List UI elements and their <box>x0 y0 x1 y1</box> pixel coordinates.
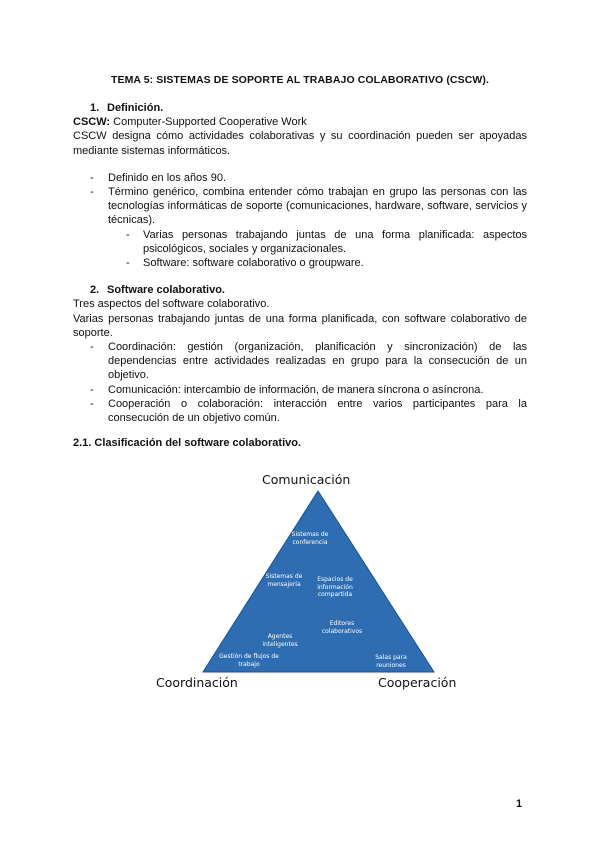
item-salas-reuniones: Salas para reuniones <box>375 654 407 669</box>
item-espacios-informacion: Espacios de información compartida <box>317 576 353 598</box>
cscw-acronym-line <box>73 115 527 129</box>
section-1-title: Definición. <box>107 102 164 114</box>
label-comunicacion: Comunicación <box>262 472 351 487</box>
bullet-text: Término genérico, combina entender cómo trabajan en grupo las personas con las tecnologías informáticas de soporte (comunicaciones, hardware, software, servicios y técnicas). <box>108 186 527 227</box>
section-2-title: Software colaborativo. <box>107 284 225 297</box>
list-item: - Definido en los años 90. <box>90 171 227 184</box>
item-gestion-flujos: Gestión de flujos de trabajo <box>219 653 279 668</box>
list-item: - Varias personas trabajando juntas de una forma planificada: aspectos psicológicos, sociales y organizacionales. <box>126 228 527 255</box>
item-agentes-inteligentes: Agentes inteligentes <box>262 633 298 648</box>
cscw-acronym-label: CSCW: <box>73 116 111 129</box>
bullet-text: Coordinación: gestión (organización, planificación y sincronización) de las dependencias entre actividades realizadas en grupo para la consecución de un objetivo. <box>108 341 527 382</box>
section-2-line-2: Varias personas trabajando juntas de una forma planificada, con software colaborativo de soporte. <box>73 312 527 339</box>
section-2-number: 2. <box>90 284 100 297</box>
sub-bullet-text: Varias personas trabajando juntas de una forma planificada: aspectos psicológicos, sociales y organizacionales. <box>143 228 527 255</box>
cscw-acronym-expansion: Computer-Supported Cooperative Work <box>113 116 307 129</box>
bullet-text: Cooperación o colaboración: interacción entre varios participantes para la consecución de un objetivo común. <box>108 397 527 425</box>
cscw-definition-paragraph: CSCW designa cómo actividades colaborativas y su coordinación pueden ser apoyadas mediante sistemas informáticos. <box>73 130 527 157</box>
list-item: - Comunicación: intercambio de información, de manera síncrona o asíncrona. <box>90 383 484 396</box>
section-2-line-1: Tres aspectos del software colaborativo. <box>73 298 270 311</box>
bullet-text: Comunicación: intercambio de información, de manera síncrona o asíncrona. <box>108 383 484 396</box>
section-1-sub-bullet-list <box>73 228 527 271</box>
item-sistemas-mensajeria: Sistemas de mensajería <box>265 573 303 588</box>
item-sistemas-conferencia: Sistemas de conferencia <box>291 531 329 546</box>
document-title: TEMA 5: SISTEMAS DE SOPORTE AL TRABAJO COLABORATIVO (CSCW). <box>110 74 490 86</box>
document-body <box>73 101 527 450</box>
list-item: - Término genérico, combina entender cómo trabajan en grupo las personas con las tecnologías informáticas de soporte (comunicaciones, hardware, software, servicios y técnicas). <box>90 186 527 227</box>
section-1-heading <box>73 101 527 115</box>
section-2-bullet-list <box>73 340 527 425</box>
list-item: - Coordinación: gestión (organización, planificación y sincronización) de las dependencias entre actividades realizadas en grupo para la consecución de un objetivo. <box>90 341 527 382</box>
cscw-triangle-diagram <box>140 468 460 698</box>
list-item: - Software: software colaborativo o groupware. <box>126 257 364 270</box>
item-editores-colaborativos: Editores colaborativos <box>321 620 363 635</box>
page-number: 1 <box>516 798 523 810</box>
section-2-heading <box>73 283 527 297</box>
sub-bullet-text: Software: software colaborativo o groupware. <box>143 257 364 270</box>
section-1-number: 1. <box>90 102 100 114</box>
label-coordinacion: Coordinación <box>156 675 238 690</box>
section-1-bullet-list <box>73 171 527 228</box>
list-item: - Cooperación o colaboración: interacción entre varios participantes para la consecución de un objetivo común. <box>90 397 527 425</box>
section-2-1-heading: 2.1. Clasificación del software colaborativo. <box>73 437 302 450</box>
label-cooperacion: Cooperación <box>378 675 457 690</box>
bullet-text: Definido en los años 90. <box>108 171 227 184</box>
